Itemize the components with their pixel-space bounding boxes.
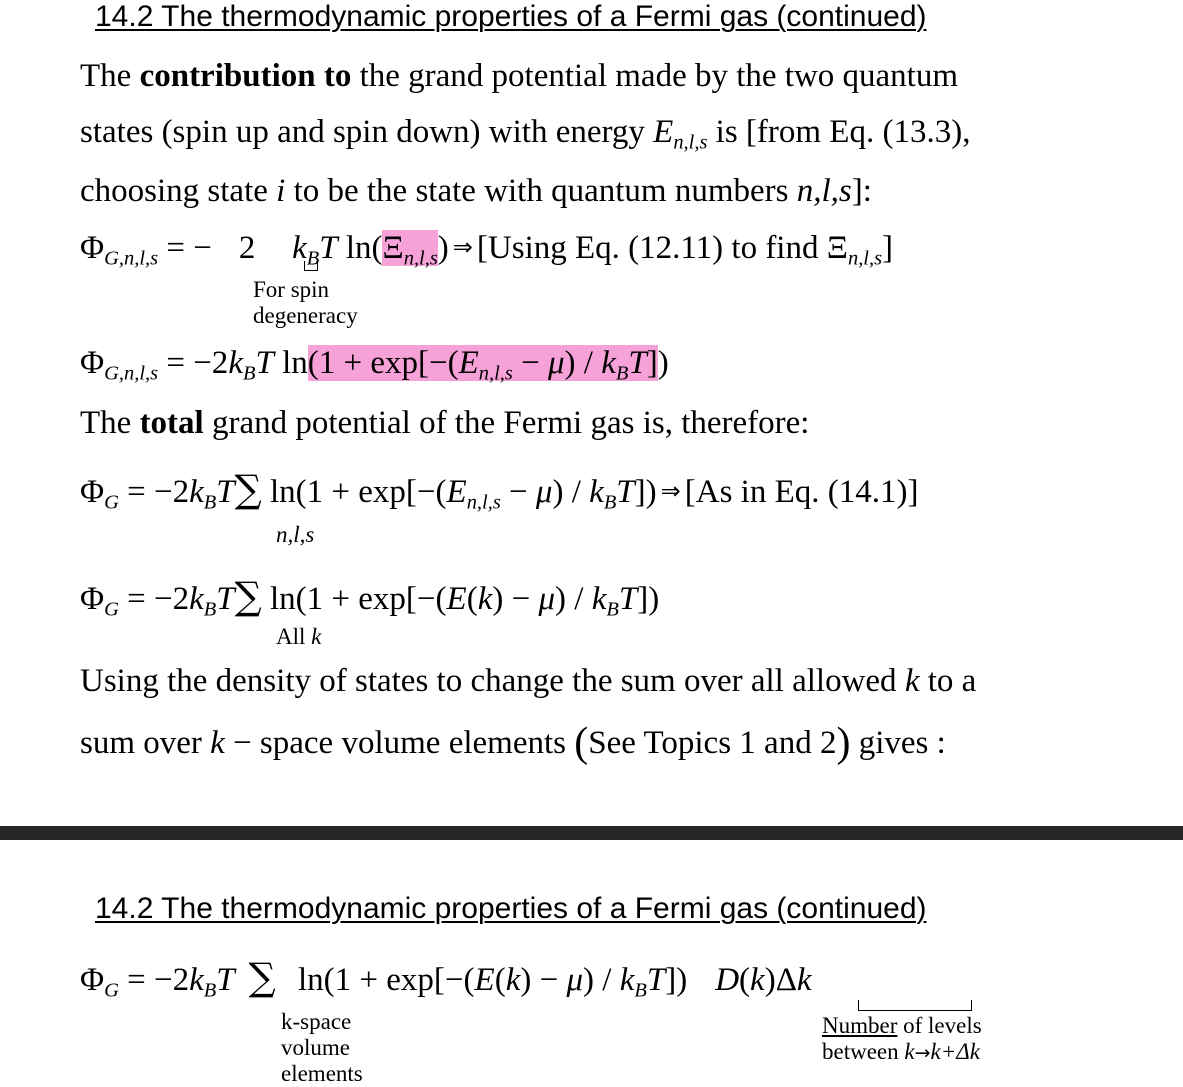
paragraph-line-5: [80, 665, 976, 698]
subscript: B: [306, 247, 320, 270]
subscript: G: [104, 491, 119, 514]
text: See Topics 1 and 2: [588, 725, 837, 761]
text: )Δ: [764, 962, 797, 998]
text: ln(1 + exp[−(: [289, 962, 475, 998]
text: to a: [919, 663, 977, 699]
xi-symbol: Ξ: [826, 230, 848, 266]
text: ) −: [520, 962, 567, 998]
highlight-xi: [382, 230, 438, 270]
equals-minus: = −: [158, 230, 221, 266]
text: Number: [822, 1013, 898, 1038]
text: [Using Eq. (12.11) to find: [476, 230, 827, 266]
phi-symbol: Φ: [80, 345, 105, 381]
text: ]): [637, 581, 660, 617]
mu-symbol: μ: [566, 962, 584, 998]
text: grand potential of the Fermi gas is, therefore:: [203, 405, 810, 441]
boltzmann-k: k: [189, 962, 204, 998]
text: ln(1 + exp[−(: [261, 581, 447, 617]
close-bracket: ]: [646, 345, 658, 381]
wavevector-k: k: [796, 962, 812, 998]
text: to be the state with quantum numbers: [285, 173, 797, 209]
wavevector-k: k: [904, 663, 920, 699]
temperature-symbol: T: [646, 962, 666, 998]
subscript: n,l,s: [847, 247, 883, 270]
sum-index: [276, 624, 321, 650]
equals-minus-two: = −2: [118, 474, 190, 510]
equation-2: [80, 347, 669, 384]
phi-symbol: Φ: [80, 230, 105, 266]
equation-4: [80, 574, 660, 621]
implies-arrow-icon: ⇒: [452, 233, 473, 261]
subscript: B: [634, 979, 647, 1002]
boltzmann-k: k: [589, 474, 604, 510]
paragraph-line-2: [80, 116, 970, 153]
wavevector-k: k: [210, 725, 225, 761]
bold-text: total: [139, 405, 204, 441]
mu-symbol: μ: [538, 581, 556, 617]
text: ln(1 + exp[−(: [261, 474, 447, 510]
paragraph-line-1: [80, 60, 958, 93]
ln: ln: [273, 345, 308, 381]
temperature-symbol: T: [216, 962, 235, 998]
wavevector-k: k: [750, 962, 765, 998]
text: ) −: [492, 581, 539, 617]
subscript: G: [104, 979, 119, 1002]
underbrace: [858, 1000, 972, 1011]
subscript: B: [615, 362, 629, 385]
slide-2: [0, 840, 1183, 1087]
number-of-levels-note: [822, 1013, 982, 1066]
energy-symbol: E: [446, 581, 467, 617]
wavevector-k: k: [505, 962, 521, 998]
text: ) /: [564, 345, 602, 381]
subscript: B: [606, 598, 619, 621]
subscript: n,l,s: [466, 491, 501, 514]
mu-symbol: μ: [535, 474, 553, 510]
temperature-symbol: T: [255, 345, 274, 381]
close-paren: ): [657, 345, 669, 381]
sigma-icon: ∑: [234, 574, 262, 618]
text: between: [822, 1039, 905, 1064]
slide-divider: [0, 826, 1183, 840]
sum-index: n,l,s: [276, 522, 315, 547]
subscript: n,l,s: [478, 362, 513, 385]
text: Using the density of states to change the sum over all allowed: [80, 663, 905, 699]
spin-degeneracy-note: For spin degeneracy: [253, 277, 358, 328]
quantum-numbers: n,l,s: [796, 173, 852, 209]
text: k+Δk: [930, 1039, 980, 1064]
implies-arrow-icon: ⇒: [660, 477, 681, 505]
text: The: [80, 405, 140, 441]
wavevector-k: k: [477, 581, 493, 617]
subscript: B: [203, 491, 217, 514]
equals-minus-two: = −2: [118, 962, 190, 998]
right-arrow-icon: →: [914, 1042, 931, 1064]
subscript: B: [603, 491, 617, 514]
text: the grand potential made by the two quantum: [351, 58, 959, 94]
equals-minus-two: = −2: [158, 345, 229, 381]
energy-symbol: E: [446, 474, 467, 510]
phi-symbol: Φ: [80, 474, 105, 510]
text: ) /: [583, 962, 620, 998]
text: is [from Eq. (13.3),: [707, 114, 971, 150]
sigma-icon: ∑: [234, 467, 262, 511]
close-paren: ): [437, 230, 449, 266]
paragraph-line-4: [80, 407, 809, 440]
text: states (spin up and spin down) with energy: [80, 114, 654, 150]
open-paren: (: [574, 720, 589, 766]
slide-title: 14.2 The thermodynamic properties of a Fermi gas (continued): [95, 0, 927, 33]
ln-open: ln(: [337, 230, 383, 266]
temperature-symbol: T: [319, 230, 338, 266]
temperature-symbol: T: [618, 581, 638, 617]
boltzmann-k: k: [591, 581, 607, 617]
subscript: B: [203, 598, 217, 621]
paragraph-line-6: [80, 722, 946, 764]
wavevector-k: k: [311, 624, 322, 649]
subscript: B: [203, 979, 217, 1002]
subscript: G,n,l,s: [104, 247, 159, 270]
equation-3: [80, 467, 919, 514]
boltzmann-k: k: [189, 581, 204, 617]
text: sum over: [80, 725, 211, 761]
subscript: n,l,s: [673, 131, 708, 154]
factor-two: 2: [238, 230, 256, 266]
subscript: G: [104, 598, 119, 621]
text: (1 + exp[−(: [307, 345, 459, 381]
underbrace: [304, 261, 318, 271]
density-of-states-symbol: D: [715, 962, 740, 998]
text: [As in Eq. (14.1)]: [684, 474, 919, 510]
sigma-icon: ∑: [248, 955, 276, 999]
phi-symbol: Φ: [80, 581, 105, 617]
text: (: [494, 962, 506, 998]
phi-symbol: Φ: [80, 962, 105, 998]
subscript: B: [242, 362, 256, 385]
boltzmann-k: k: [292, 230, 307, 266]
close-bracket: ]: [882, 230, 894, 266]
text: (: [466, 581, 478, 617]
text: choosing state: [80, 173, 277, 209]
text: All: [276, 624, 312, 649]
equation-5: [80, 955, 812, 1002]
paragraph-line-3: [80, 175, 872, 208]
text: The: [80, 58, 140, 94]
equals-minus-two: = −2: [118, 581, 190, 617]
temperature-symbol: T: [628, 345, 647, 381]
slide-title: 14.2 The thermodynamic properties of a Fermi gas (continued): [95, 892, 927, 925]
minus: −: [512, 345, 548, 381]
energy-symbol: E: [458, 345, 479, 381]
text: ) /: [555, 581, 592, 617]
temperature-symbol: T: [616, 474, 635, 510]
boltzmann-k: k: [189, 474, 204, 510]
xi-symbol: Ξ: [382, 230, 404, 266]
close-paren: ): [836, 720, 851, 766]
mu-symbol: μ: [547, 345, 565, 381]
text: ]): [634, 474, 657, 510]
state-symbol: i: [276, 173, 286, 209]
text: ]): [665, 962, 688, 998]
subscript: n,l,s: [403, 247, 438, 270]
text: ) /: [552, 474, 590, 510]
temperature-symbol: T: [216, 474, 235, 510]
boltzmann-k: k: [601, 345, 616, 381]
text: gives :: [850, 725, 946, 761]
equation-1: [80, 232, 893, 269]
wavevector-k: k: [904, 1039, 915, 1064]
subscript: G,n,l,s: [104, 362, 159, 385]
temperature-symbol: T: [216, 581, 235, 617]
boltzmann-k: k: [228, 345, 243, 381]
text: − space volume elements: [224, 725, 575, 761]
k-space-volume-note: k-space volume elements: [281, 1009, 363, 1086]
minus: −: [500, 474, 536, 510]
energy-symbol: E: [653, 114, 674, 150]
open-paren: (: [739, 962, 751, 998]
text: of levels: [897, 1013, 982, 1038]
energy-symbol: E: [474, 962, 495, 998]
text: ]:: [851, 173, 872, 209]
boltzmann-k: k: [619, 962, 635, 998]
highlight-exp: [307, 345, 658, 385]
bold-text: contribution to: [139, 58, 352, 94]
